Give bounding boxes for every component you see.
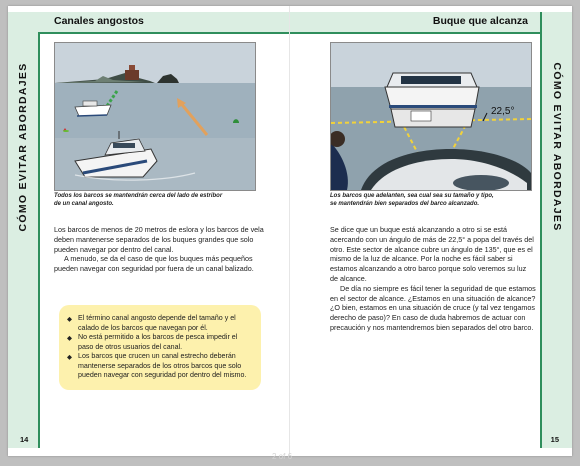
caption-line: se mantendrán bien separados del barco alcanzado. xyxy=(330,201,480,207)
note-item xyxy=(67,314,253,333)
note-text: Los barcos que crucen un canal estrecho deberán mantenerse separados de los otros barcos que solo pueden navegar con seguridad por dentro del mismo. xyxy=(78,352,247,379)
side-title: CÓMO EVITAR ABORDAJES xyxy=(551,62,563,232)
paragraph: De día no siempre es fácil tener la seguridad de que estamos en el sector de alcance. ¿Estamos en una situación de alcance? ¿O bien, estamos en una situación de cruce (y tal vez tengamos derecho de paso)? En caso de duda habremos de actuar con precaución y nos mantendremos bien separados del otro barco. xyxy=(330,283,536,332)
paragraph: Se dice que un buque está alcanzando a otro si se está acercando con un ángulo de más de 22,5° a popa del través del otro. Este sector de alcance cubre un ángulo de 135°, que es el mismo de la luz de alcance. Por la noche es fácil saber si estamos alcanzando a otro barco porque solo veremos su luz de alcance. xyxy=(330,225,534,283)
diamond-bullet-icon: ◆ xyxy=(67,335,72,342)
body-text xyxy=(330,225,536,333)
page-indicator: 2 of 6 xyxy=(272,452,293,461)
book-spread xyxy=(8,6,572,456)
note-list xyxy=(67,314,253,381)
caption-line: Los barcos que adelanten, sea cual sea su tamaño y tipo, xyxy=(330,193,494,199)
overtaking-vessel-illustration xyxy=(330,42,532,191)
page-number: 14 xyxy=(20,435,29,444)
figure-caption xyxy=(54,192,259,208)
diamond-bullet-icon: ◆ xyxy=(67,316,72,323)
body-text xyxy=(54,225,264,274)
left-page xyxy=(8,6,290,456)
note-item xyxy=(67,333,253,352)
right-sidebar xyxy=(540,12,572,448)
right-page xyxy=(290,6,572,456)
caption-line: de un canal angosto. xyxy=(54,201,114,207)
note-text: No está permitido a los barcos de pesca impedir el paso de otros usuarios del canal. xyxy=(78,333,238,351)
page-title: Buque que alcanza xyxy=(432,15,528,27)
figure-caption xyxy=(330,192,535,208)
note-item xyxy=(67,352,253,381)
diamond-bullet-icon: ◆ xyxy=(67,354,72,361)
page-number: 15 xyxy=(550,435,559,444)
side-title: CÓMO EVITAR ABORDAJES xyxy=(17,62,29,232)
paragraph: Los barcos de menos de 20 metros de eslora y los barcos de vela deben mantenerse separados de los buques grandes que solo pueden navegar por dentro del canal. xyxy=(54,225,264,254)
page-header xyxy=(290,12,542,34)
page-header xyxy=(38,12,290,34)
page-title: Canales angostos xyxy=(54,15,144,27)
caption-line: Todos los barcos se mantendrán cerca del lado de estribor xyxy=(54,193,223,199)
left-sidebar xyxy=(8,12,40,448)
angle-label: 22,5° xyxy=(491,106,515,117)
note-box xyxy=(59,305,261,390)
note-text: El término canal angosto depende del tamaño y el calado de los barcos que navegan por él. xyxy=(78,314,236,332)
narrow-channel-illustration xyxy=(54,42,256,191)
paragraph: A menudo, se da el caso de que los buques más pequeños pueden navegar con seguridad por fuera de un canal balizado. xyxy=(54,254,254,274)
